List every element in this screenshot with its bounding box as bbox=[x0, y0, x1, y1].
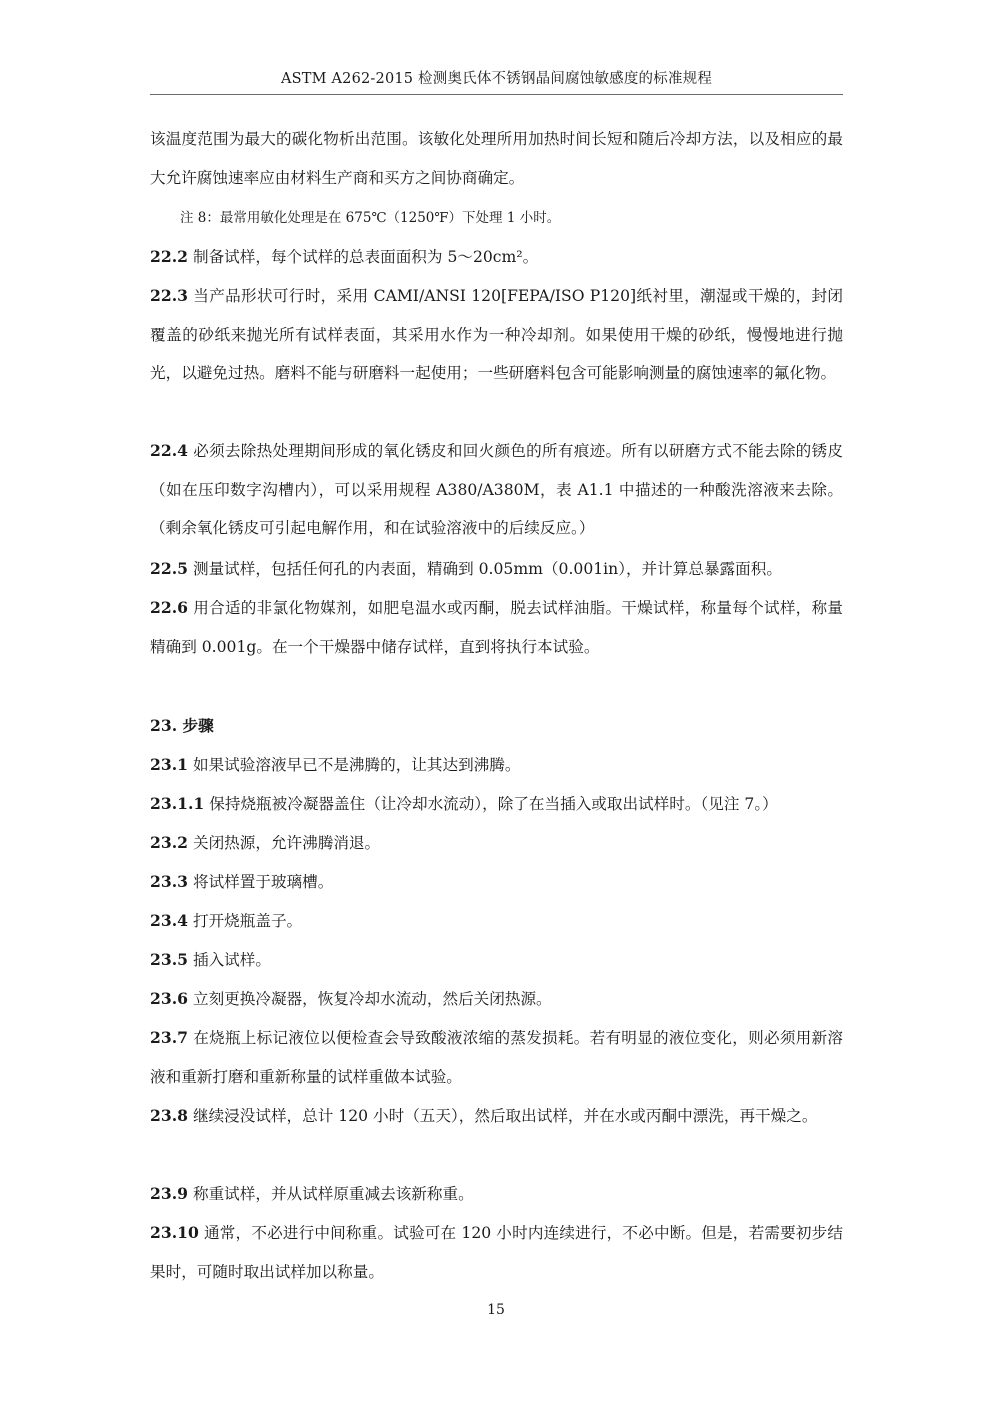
clause-text: 打开烧瓶盖子。 bbox=[192, 912, 303, 930]
clause-text: 称重试样，并从试样原重减去该新称重。 bbox=[192, 1185, 474, 1203]
paragraph-22-2 bbox=[150, 238, 843, 277]
paragraph-23-1 bbox=[150, 746, 843, 785]
clause-text: 插入试样。 bbox=[192, 951, 271, 969]
paragraph-22-3 bbox=[150, 277, 843, 393]
clause-text: 继续浸没试样，总计 120 小时（五天），然后取出试样，并在水或丙酮中漂洗，再干燥之。 bbox=[192, 1107, 818, 1125]
paragraph-23-4 bbox=[150, 902, 843, 941]
page-number-text: 15 bbox=[487, 1302, 505, 1318]
clause-text: 当产品形状可行时，采用 CAMI/ANSI 120[FEPA/ISO P120]纸衬里，潮湿或干燥的，封闭覆盖的砂纸来抛光所有试样表面，其采用水作为一种冷却剂。如果使用干燥的砂纸，慢慢地进行抛光，以避免过热。磨料不能与研磨料一起使用；一些研磨料包含可能影响测量的腐蚀速率的氟化物。 bbox=[150, 287, 843, 382]
paragraph-23-9 bbox=[150, 1175, 843, 1214]
paragraph-22-6 bbox=[150, 589, 843, 666]
paragraph-23-5 bbox=[150, 941, 843, 980]
note-8 bbox=[180, 201, 560, 235]
clause-number: 23.6 bbox=[150, 989, 188, 1008]
clause-text: 立刻更换冷凝器，恢复冷却水流动，然后关闭热源。 bbox=[192, 990, 552, 1008]
clause-number: 23.1 bbox=[150, 755, 188, 774]
clause-text: 通常，不必进行中间称重。试验可在 120 小时内连续进行，不必中断。但是，若需要初步结果时，可随时取出试样加以称量。 bbox=[150, 1224, 843, 1281]
section-heading-text: 23. 步骤 bbox=[150, 716, 214, 735]
paragraph-23-8 bbox=[150, 1097, 843, 1136]
clause-number: 22.4 bbox=[150, 441, 188, 460]
header-title: ASTM A262-2015 检测奥氏体不锈钢晶间腐蚀敏感度的标准规程 bbox=[280, 71, 713, 87]
page-number bbox=[0, 1300, 992, 1320]
paragraph-22-4 bbox=[150, 432, 843, 548]
clause-number: 23.8 bbox=[150, 1106, 188, 1125]
clause-number: 23.4 bbox=[150, 911, 188, 930]
paragraph-23-1-1 bbox=[150, 785, 843, 824]
clause-text: 必须去除热处理期间形成的氧化锈皮和回火颜色的所有痕迹。所有以研磨方式不能去除的锈皮（如在压印数字沟槽内），可以采用规程 A380/A380M，表 A1.1 中描述的一种酸洗溶液来去除。（剩余氧化锈皮可引起电解作用，和在试验溶液中的后续反应。） bbox=[150, 442, 843, 537]
clause-text: 保持烧瓶被冷凝器盖住（让冷却水流动），除了在当插入或取出试样时。（见注 7。） bbox=[209, 795, 778, 813]
page-header bbox=[150, 70, 843, 95]
paragraph-23-10 bbox=[150, 1214, 843, 1291]
clause-number: 22.6 bbox=[150, 598, 188, 617]
clause-number: 23.7 bbox=[150, 1028, 188, 1047]
clause-text: 关闭热源，允许沸腾消退。 bbox=[192, 834, 381, 852]
paragraph-23-2 bbox=[150, 824, 843, 863]
paragraph-23-7 bbox=[150, 1019, 843, 1096]
clause-number: 22.3 bbox=[150, 286, 188, 305]
clause-text: 制备试样，每个试样的总表面面积为 5～20cm²。 bbox=[192, 248, 539, 266]
clause-text: 如果试验溶液早已不是沸腾的，让其达到沸腾。 bbox=[192, 756, 521, 774]
clause-text: 测量试样，包括任何孔的内表面，精确到 0.05mm（0.001in），并计算总暴露面积。 bbox=[192, 560, 782, 578]
paragraph-23-3 bbox=[150, 863, 843, 902]
intro-text: 该温度范围为最大的碳化物析出范围。该敏化处理所用加热时间长短和随后冷却方法，以及相应的最大允许腐蚀速率应由材料生产商和买方之间协商确定。 bbox=[150, 130, 843, 187]
paragraph-23-6 bbox=[150, 980, 843, 1019]
clause-number: 22.5 bbox=[150, 559, 188, 578]
clause-text: 将试样置于玻璃槽。 bbox=[192, 873, 334, 891]
clause-number: 22.2 bbox=[150, 247, 188, 266]
clause-number: 23.1.1 bbox=[150, 794, 205, 813]
intro-paragraph bbox=[150, 120, 843, 197]
clause-number: 23.3 bbox=[150, 872, 188, 891]
clause-number: 23.2 bbox=[150, 833, 188, 852]
section-23-heading bbox=[150, 707, 214, 746]
clause-text: 在烧瓶上标记液位以便检查会导致酸液浓缩的蒸发损耗。若有明显的液位变化，则必须用新溶液和重新打磨和重新称量的试样重做本试验。 bbox=[150, 1029, 843, 1086]
clause-number: 23.10 bbox=[150, 1223, 199, 1242]
note-text: 注 8：最常用敏化处理是在 675℃（1250℉）下处理 1 小时。 bbox=[180, 210, 561, 226]
paragraph-22-5 bbox=[150, 550, 843, 589]
clause-number: 23.9 bbox=[150, 1184, 188, 1203]
clause-text: 用合适的非氯化物媒剂，如肥皂温水或丙酮，脱去试样油脂。干燥试样，称量每个试样，称量精确到 0.001g。在一个干燥器中储存试样，直到将执行本试验。 bbox=[150, 599, 843, 656]
clause-number: 23.5 bbox=[150, 950, 188, 969]
